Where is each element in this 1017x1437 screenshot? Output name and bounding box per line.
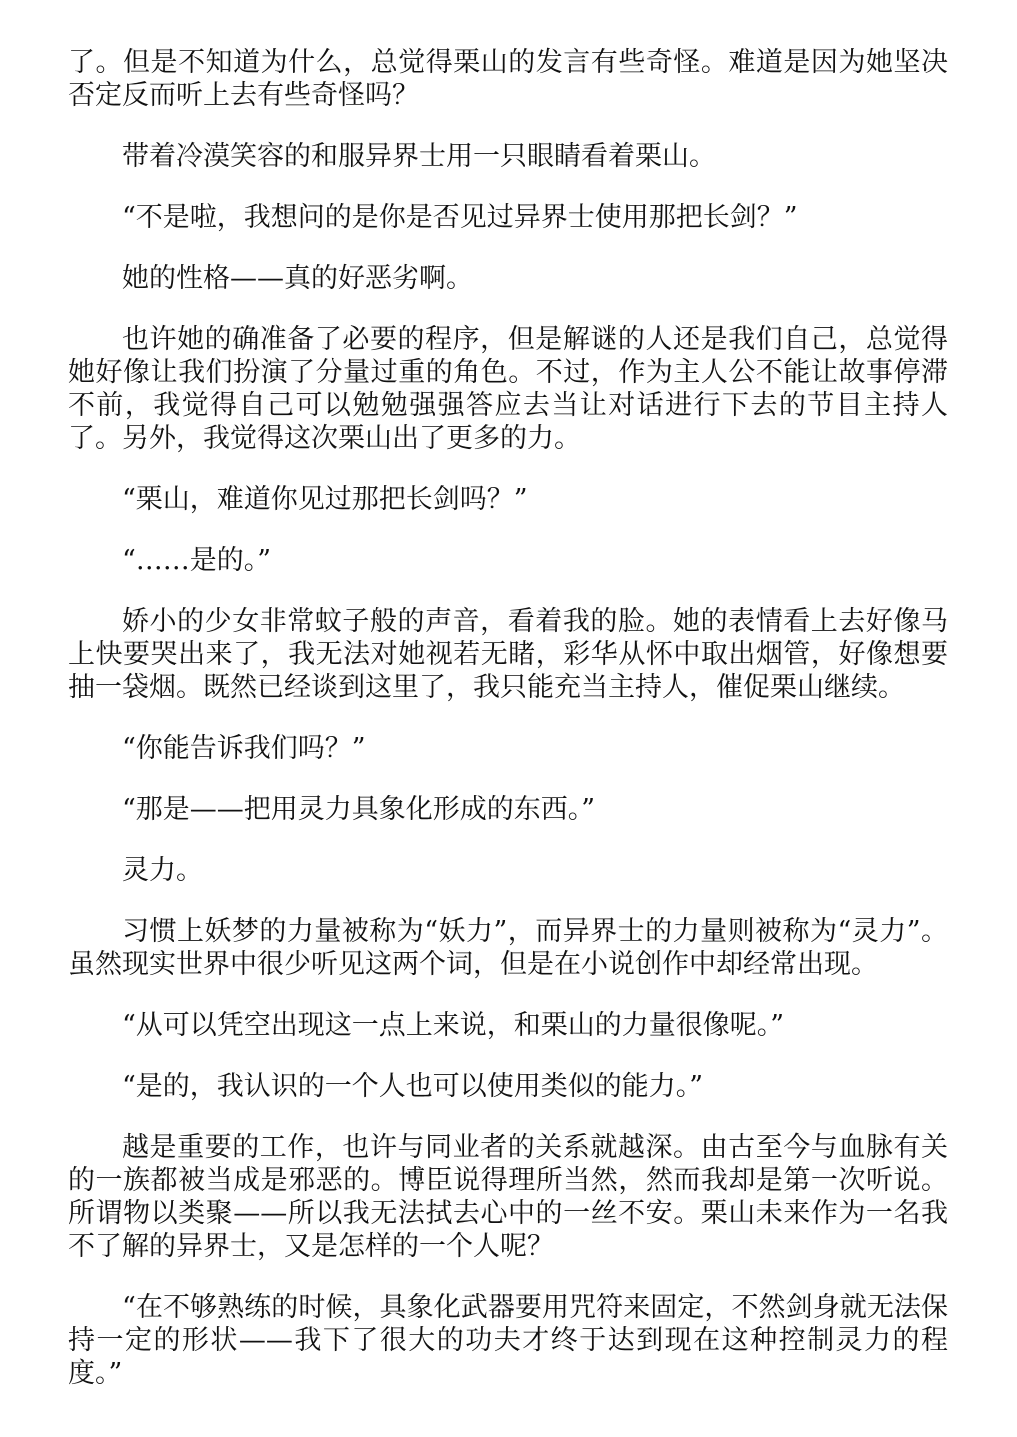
paragraph: “那是——把用灵力具象化形成的东西。” bbox=[122, 794, 596, 825]
paragraph: 习惯上妖梦的力量被称为“妖力”，而异界士的力量则被称为“灵力”。虽然现实世界中很少听见这两个词，但是在小说创作中却经常出现。 bbox=[68, 916, 948, 980]
paragraph: “……是的。” bbox=[122, 545, 272, 576]
paragraph: 也许她的确准备了必要的程序，但是解谜的人还是我们自己，总觉得她好像让我们扮演了分量过重的角色。不过，作为主人公不能让故事停滞不前，我觉得自己可以勉勉强强答应去当让对话进行下去的节目主持人了。另外，我觉得这次栗山出了更多的力。 bbox=[68, 324, 948, 454]
paragraph: “从可以凭空出现这一点上来说，和栗山的力量很像呢。” bbox=[122, 1010, 785, 1041]
paragraph: 了。但是不知道为什么，总觉得栗山的发言有些奇怪。难道是因为她坚决否定反而听上去有些奇怪吗？ bbox=[68, 47, 948, 111]
paragraph: 灵力。 bbox=[122, 855, 203, 886]
paragraph: 她的性格——真的好恶劣啊。 bbox=[122, 263, 473, 294]
paragraph: 越是重要的工作，也许与同业者的关系就越深。由古至今与血脉有关的一族都被当成是邪恶的。博臣说得理所当然，然而我却是第一次听说。所谓物以类聚——所以我无法拭去心中的一丝不安。栗山未来作为一名我不了解的异界士，又是怎样的一个人呢？ bbox=[68, 1132, 948, 1262]
paragraph: 带着冷漠笑容的和服异界士用一只眼睛看着栗山。 bbox=[122, 141, 716, 172]
paragraph: “你能告诉我们吗？” bbox=[122, 733, 366, 764]
paragraph: 娇小的少女非常蚊子般的声音，看着我的脸。她的表情看上去好像马上快要哭出来了，我无法对她视若无睹，彩华从怀中取出烟管，好像想要抽一袋烟。既然已经谈到这里了，我只能充当主持人，催促栗山继续。 bbox=[68, 606, 948, 703]
page-body bbox=[68, 46, 948, 1418]
paragraph: “在不够熟练的时候，具象化武器要用咒符来固定，不然剑身就无法保持一定的形状——我下了很大的功夫才终于达到现在这种控制灵力的程度。” bbox=[68, 1292, 948, 1389]
paragraph: “是的，我认识的一个人也可以使用类似的能力。” bbox=[122, 1071, 704, 1102]
paragraph: “不是啦，我想问的是你是否见过异界士使用那把长剑？” bbox=[122, 202, 798, 233]
paragraph: “栗山，难道你见过那把长剑吗？” bbox=[122, 484, 528, 515]
